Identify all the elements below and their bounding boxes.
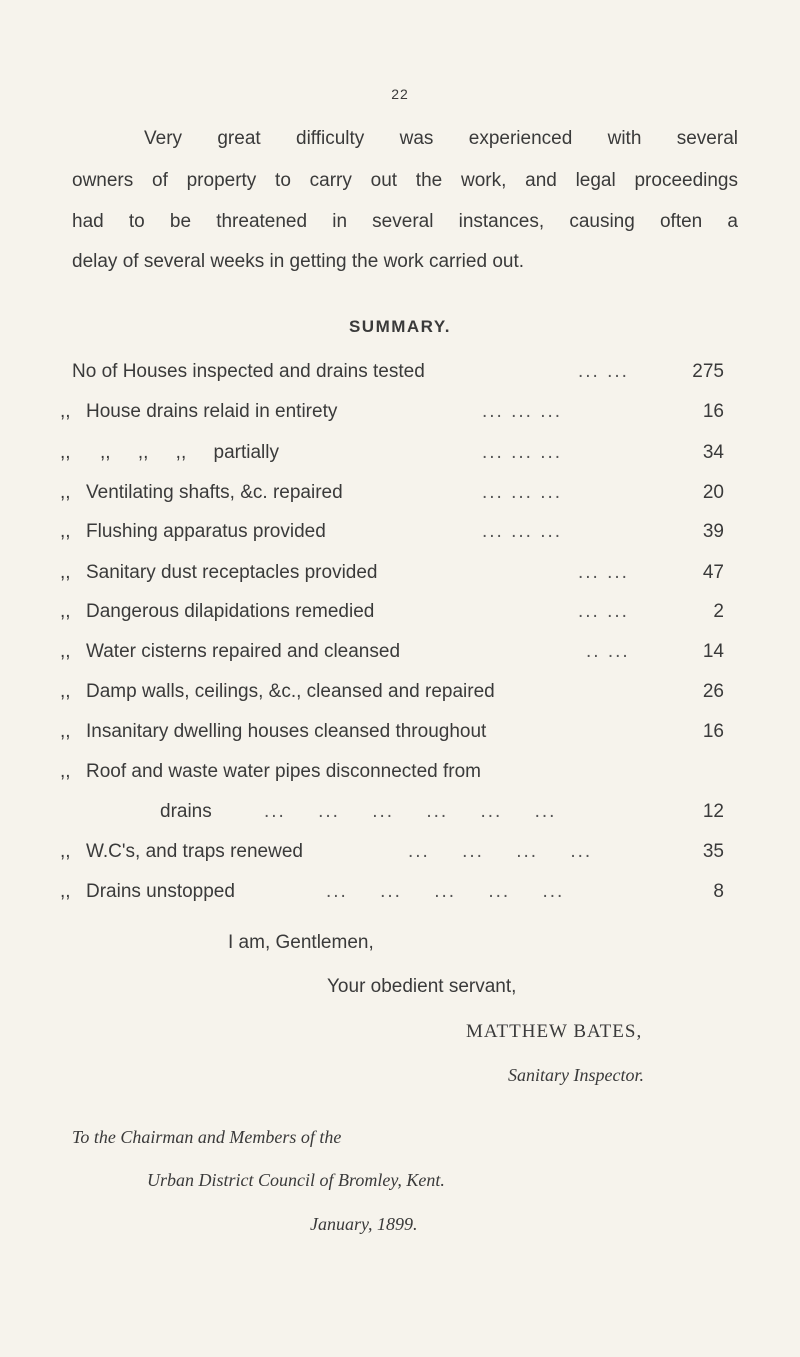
dot-leaders: ... ... ... ... ... ... (264, 801, 557, 822)
summary-row-value: 35 (702, 841, 724, 862)
dot-leaders: ... ... ... (482, 521, 563, 542)
report-date: January, 1899. (310, 1214, 418, 1234)
summary-row-value: 20 (702, 482, 724, 503)
summary-row (60, 521, 738, 545)
ditto-mark: ,, (60, 442, 71, 463)
dot-leaders: ... ... ... ... (408, 841, 593, 862)
summary-row (60, 482, 738, 506)
summary-row-value: 16 (702, 401, 724, 422)
dot-leaders: ... ... (578, 562, 629, 583)
ditto-mark: ,, (60, 881, 71, 902)
summary-row-label: Flushing apparatus provided (86, 521, 326, 542)
summary-row-value: 47 (702, 562, 724, 583)
summary-row-label: Insanitary dwelling houses cleansed throughout (86, 721, 487, 742)
ditto-mark: ,, (60, 482, 71, 503)
signatory-title: Sanitary Inspector. (508, 1065, 644, 1085)
ditto-mark: ,, (60, 401, 71, 422)
summary-row (60, 721, 738, 745)
ditto-mark: ,, (60, 562, 71, 583)
summary-row (60, 601, 738, 625)
summary-row (60, 881, 738, 905)
ditto-mark: ,, (60, 761, 71, 782)
summary-row (60, 681, 738, 705)
summary-row-value: 26 (702, 681, 724, 702)
summary-row-label: W.C's, and traps renewed (86, 841, 303, 862)
summary-row (72, 801, 738, 825)
intro-line: Very great difficulty was experienced with several (144, 128, 738, 149)
dot-leaders: ... ... ... (482, 401, 563, 422)
page-number: 22 (391, 86, 409, 102)
summary-row-label: Roof and waste water pipes disconnected from (86, 761, 481, 782)
summary-row-value: 39 (702, 521, 724, 542)
address-line-2: Urban District Council of Bromley, Kent. (147, 1170, 445, 1190)
summary-row-label: Water cisterns repaired and cleansed (86, 641, 401, 662)
summary-row (60, 442, 738, 466)
dot-leaders: ... ... ... (482, 482, 563, 503)
intro-line: delay of several weeks in getting the work carried out. (72, 251, 525, 272)
summary-row-value: 16 (702, 721, 724, 742)
summary-row (60, 641, 738, 665)
ditto-mark: ,, (60, 521, 71, 542)
summary-row-value: 14 (702, 641, 724, 662)
summary-row-label: drains (160, 801, 212, 822)
signatory-name: MATTHEW BATES, (466, 1021, 643, 1042)
ditto-mark: ,, (60, 641, 71, 662)
summary-row (72, 361, 738, 385)
closing-salutation: I am, Gentlemen, (228, 932, 374, 953)
summary-row-label: Damp walls, ceilings, &c., cleansed and repaired (86, 681, 495, 702)
dot-leaders: .. ... (586, 641, 630, 662)
summary-row (60, 401, 738, 425)
summary-row-label: Drains unstopped (86, 881, 235, 902)
summary-row-value: 34 (702, 442, 724, 463)
ditto-mark: ,, (60, 681, 71, 702)
summary-row-value: 2 (713, 601, 724, 622)
ditto-mark: ,, (60, 841, 71, 862)
summary-row (60, 761, 738, 785)
dot-leaders: ... ... (578, 601, 629, 622)
summary-row-value: 8 (713, 881, 724, 902)
ditto-mark: ,, (60, 601, 71, 622)
intro-line: owners of property to carry out the work, and legal proceedings (72, 170, 738, 191)
summary-row-label: ,, ,, ,, partially (100, 442, 279, 463)
summary-row (60, 562, 738, 586)
summary-row (60, 841, 738, 865)
summary-row-label: Dangerous dilapidations remedied (86, 601, 375, 622)
dot-leaders: ... ... ... (482, 442, 563, 463)
summary-row-label: House drains relaid in entirety (86, 401, 338, 422)
summary-row-label: Sanitary dust receptacles provided (86, 562, 378, 583)
summary-row-label: No of Houses inspected and drains tested (72, 361, 425, 382)
summary-row-value: 275 (692, 361, 724, 382)
closing-valediction: Your obedient servant, (327, 976, 517, 997)
dot-leaders: ... ... ... ... ... (326, 881, 565, 902)
ditto-mark: ,, (60, 721, 71, 742)
summary-row-value: 12 (702, 801, 724, 822)
summary-heading: SUMMARY. (348, 317, 452, 336)
dot-leaders: ... ... (578, 361, 629, 382)
address-line-1: To the Chairman and Members of the (72, 1127, 342, 1147)
intro-line: had to be threatened in several instances, causing often a (72, 211, 738, 232)
summary-row-label: Ventilating shafts, &c. repaired (86, 482, 343, 503)
